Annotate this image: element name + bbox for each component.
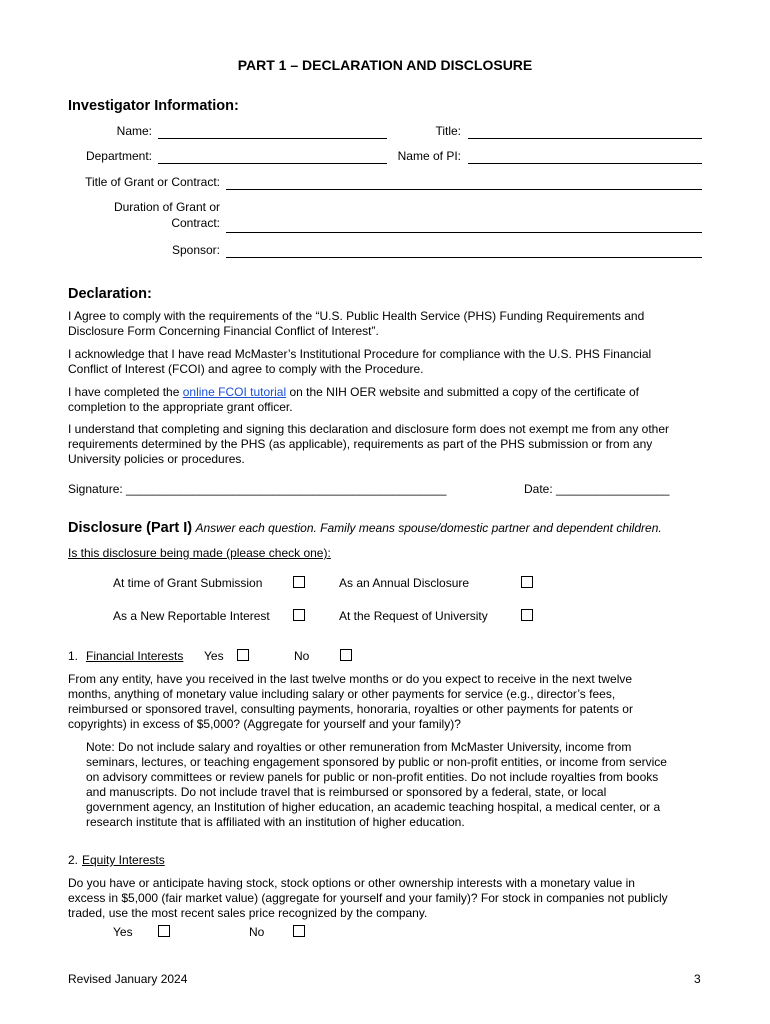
department-field[interactable] xyxy=(158,163,387,164)
text-line: Conflict of Interest (FCOI) and agree to comply with the Procedure. xyxy=(68,362,424,376)
q1-text xyxy=(68,672,708,732)
text-line: excess in $5,000 (fair market value) (aggregate for yourself and your family)? For stock in companies not publicly xyxy=(68,891,668,905)
q1-no-label: No xyxy=(294,649,310,663)
q2-no-label: No xyxy=(249,925,265,939)
q1-yes-label: Yes xyxy=(204,649,224,663)
disclosure-note: Answer each question. Family means spouse/domestic partner and dependent children. xyxy=(195,521,662,535)
name-field[interactable] xyxy=(158,138,387,139)
title-label: Title: xyxy=(435,124,461,138)
q2-label: Equity Interests xyxy=(82,853,165,867)
title-field[interactable] xyxy=(468,138,702,139)
q2-no-checkbox[interactable] xyxy=(293,925,305,937)
opt-new-checkbox[interactable] xyxy=(293,609,305,621)
grant-title-label: Title of Grant or Contract: xyxy=(85,175,220,189)
pi-label: Name of PI: xyxy=(397,149,461,163)
declaration-paragraph-4 xyxy=(68,422,708,467)
q1-label: Financial Interests xyxy=(86,649,184,663)
text-line: I understand that completing and signing this declaration and disclosure form does not exempt me from any other xyxy=(68,422,670,436)
opt-grant-label: At time of Grant Submission xyxy=(113,576,263,590)
q2-yes-label: Yes xyxy=(113,925,133,939)
q1-no-checkbox[interactable] xyxy=(340,649,352,661)
pi-field[interactable] xyxy=(468,163,702,164)
text-line: reimbursed or sponsored travel, consulting payments, honoraria, royalties or other payments for patents or xyxy=(68,702,633,716)
text-line: research institute that is affiliated with an institution of higher education. xyxy=(86,815,465,829)
check-prompt: Is this disclosure being made (please check one): xyxy=(68,546,331,560)
duration-label-1: Duration of Grant or xyxy=(113,200,220,214)
page-title: PART 1 – DECLARATION AND DISCLOSURE xyxy=(237,57,533,73)
text-line: Do you have or anticipate having stock, stock options or other ownership interests with a monetary value in xyxy=(68,876,635,890)
text-line: seminars, lectures, or teaching engagement sponsored by public or non-profit entities, or income from service xyxy=(86,755,667,769)
text-line: I Agree to comply with the requirements of the “U.S. Public Health Service (PHS) Funding Requirements and xyxy=(68,309,645,323)
opt-annual-checkbox[interactable] xyxy=(521,576,533,588)
text-line: University policies or procedures. xyxy=(68,452,245,466)
opt-grant-checkbox[interactable] xyxy=(293,576,305,588)
duration-label-2: Contract: xyxy=(171,216,220,230)
text-line: traded, use the most recent sales price recognized by the company. xyxy=(68,906,428,920)
investigator-heading: Investigator Information: xyxy=(68,98,239,114)
q1-note xyxy=(86,740,716,830)
name-label: Name: xyxy=(116,124,152,138)
text-line: copyrights) in excess of $5,000? (Aggregate for yourself and your family)? xyxy=(68,717,461,731)
duration-field[interactable] xyxy=(226,232,702,233)
text-line: Note: Do not include salary and royalties or other remuneration from McMaster University, income from xyxy=(86,740,632,754)
declaration-heading: Declaration: xyxy=(68,286,152,302)
text-line: completion to the appropriate grant officer. xyxy=(68,400,293,414)
department-label: Department: xyxy=(85,149,152,163)
q1-number: 1. xyxy=(68,649,79,663)
opt-new-label: As a New Reportable Interest xyxy=(113,609,270,623)
opt-annual-label: As an Annual Disclosure xyxy=(339,576,470,590)
text-line: on advisory committees or review panels for public or non-profit entities. Do not include royalties from books xyxy=(86,770,659,784)
q2-text xyxy=(68,876,708,921)
sponsor-label: Sponsor: xyxy=(171,243,220,257)
signature-field[interactable]: Signature: ________________________________________________ xyxy=(68,482,447,496)
text-span: on the NIH OER website and submitted a copy of the certificate of xyxy=(286,385,639,399)
fcoi-tutorial-link[interactable]: online FCOI tutorial xyxy=(182,385,287,399)
declaration-paragraph-2 xyxy=(68,347,708,377)
text-line: I acknowledge that I have read McMaster’s Institutional Procedure for compliance with the U.S. PHS Financial xyxy=(68,347,652,361)
opt-request-checkbox[interactable] xyxy=(521,609,533,621)
text-line: months, anything of monetary value including salary or other payments for service (e.g., director’s fees, xyxy=(68,687,616,701)
text-span: I have completed the xyxy=(68,385,183,399)
disclosure-heading: Disclosure (Part I) xyxy=(68,520,193,536)
q1-yes-checkbox[interactable] xyxy=(237,649,249,661)
text-line: requirements determined by the PHS (as applicable), requirements as part of the PHS submission or from any xyxy=(68,437,653,451)
revised-date: Revised January 2024 xyxy=(68,972,188,986)
text-line: Disclosure Form Concerning Financial Conflict of Interest”. xyxy=(68,324,379,338)
declaration-paragraph-1 xyxy=(68,309,708,339)
page-number: 3 xyxy=(694,972,701,986)
disclosure-heading-row xyxy=(68,520,662,536)
date-field[interactable]: Date: _________________ xyxy=(524,482,670,496)
text-line: From any entity, have you received in the last twelve months or do you expect to receive in the next twelve xyxy=(68,672,633,686)
opt-request-label: At the Request of University xyxy=(339,609,488,623)
text-line: government agency, an Institution of higher education, an academic teaching hospital, a medical center, or a xyxy=(86,800,661,814)
text-line: and manuscripts. Do not include travel that is reimbursed or sponsored by a federal, state, or local xyxy=(86,785,607,799)
q2-number: 2. xyxy=(68,853,79,867)
declaration-paragraph-3 xyxy=(68,385,708,415)
text-line xyxy=(68,385,708,400)
q2-yes-checkbox[interactable] xyxy=(158,925,170,937)
grant-title-field[interactable] xyxy=(226,189,702,190)
sponsor-field[interactable] xyxy=(226,257,702,258)
